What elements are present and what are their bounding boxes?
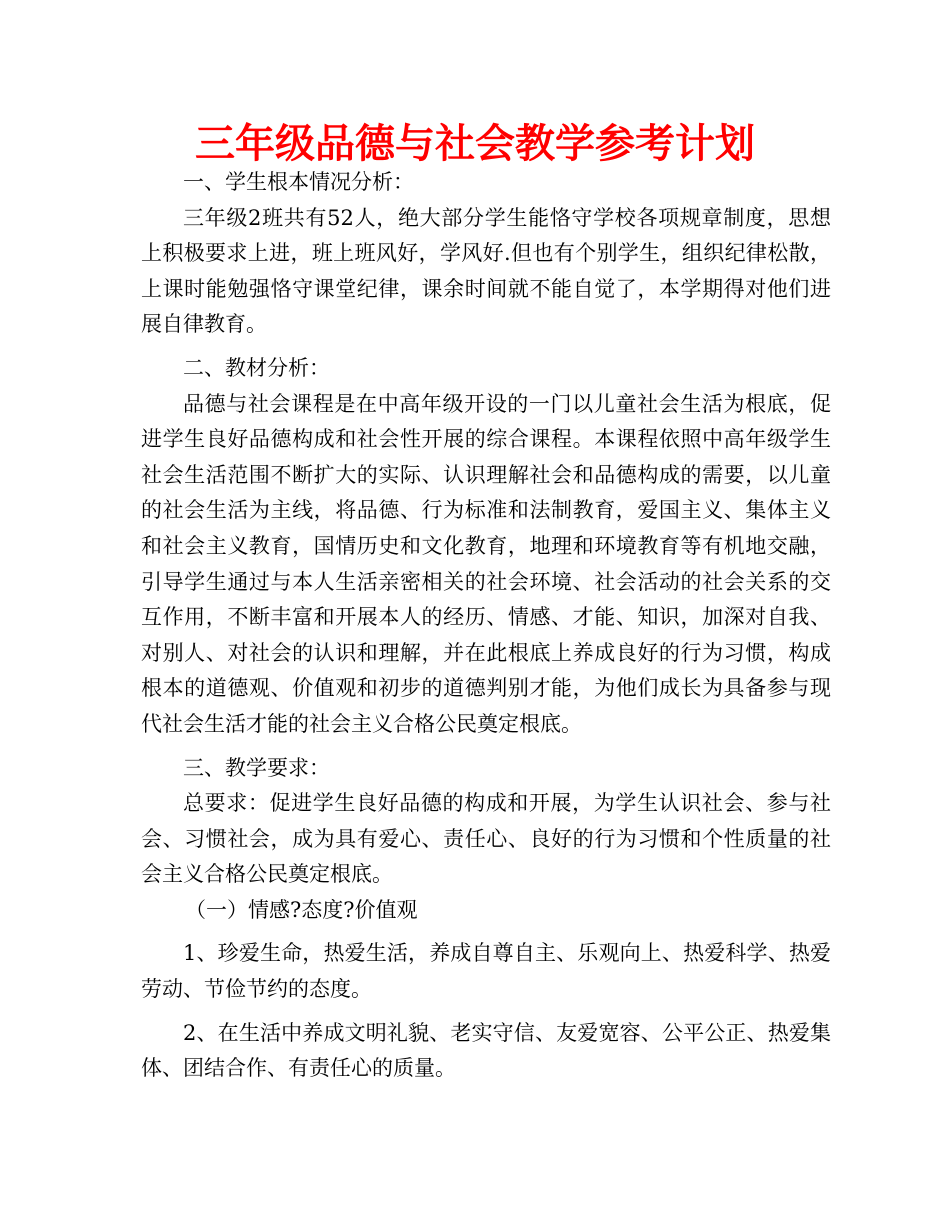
subsection-heading: （一）情感?态度?价值观: [185, 897, 418, 922]
list-item: 1、珍爱生命，热爱生活，养成自尊自主、乐观向上、热爱科学、热爱劳动、节俭节约的态度。: [141, 941, 831, 1002]
section-heading: 一、学生根本情况分析：: [183, 170, 414, 194]
list-item: 2、在生活中养成文明礼貌、老实守信、友爱宽容、公平公正、热爱集体、团结合作、有责任心的质量。: [141, 1020, 831, 1081]
section-heading: 三、教学要求：: [183, 755, 330, 780]
paragraph: 品德与社会课程是在中高年级开设的一门以儿童社会生活为根底，促进学生良好品德构成和社会性开展的综合课程。本课程依照中高年级学生社会生活范围不断扩大的实际、认识理解社会和品德构成的需要，以儿童的社会生活为主线，将品德、行为标准和法制教育，爱国主义、集体主义和社会主义教育，国情历史和文化教育，地理和环境教育等有机地交融，引导学生通过与本人生活亲密相关的社会环境、社会活动的社会关系的交互作用，不断丰富和开展本人的经历、情感、才能、知识，加深对自我、对别人、对社会的认识和理解，并在此根底上养成良好的行为习惯，构成根本的道德观、价值观和初步的道德判别才能，为他们成长为具备参与现代社会生活才能的社会主义合格公民奠定根底。: [141, 391, 831, 736]
document-body: [141, 165, 831, 1087]
paragraph: 总要求：促进学生良好品德的构成和开展，为学生认识社会、参与社会、习惯社会，成为具有爱心、责任心、良好的行为习惯和个性质量的社会主义合格公民奠定根底。: [141, 791, 831, 887]
paragraph: 三年级2班共有52人，绝大部分学生能恪守学校各项规章制度，思想上积极要求上进，班上班风好，学风好.但也有个别学生，组织纪律松散，上课时能勉强恪守课堂纪律，课余时间就不能自觉了，本学期得对他们进展自律教育。: [141, 205, 831, 337]
document-title: 三年级品德与社会教学参考计划: [195, 121, 755, 167]
section-heading: 二、教材分析：: [183, 355, 330, 380]
